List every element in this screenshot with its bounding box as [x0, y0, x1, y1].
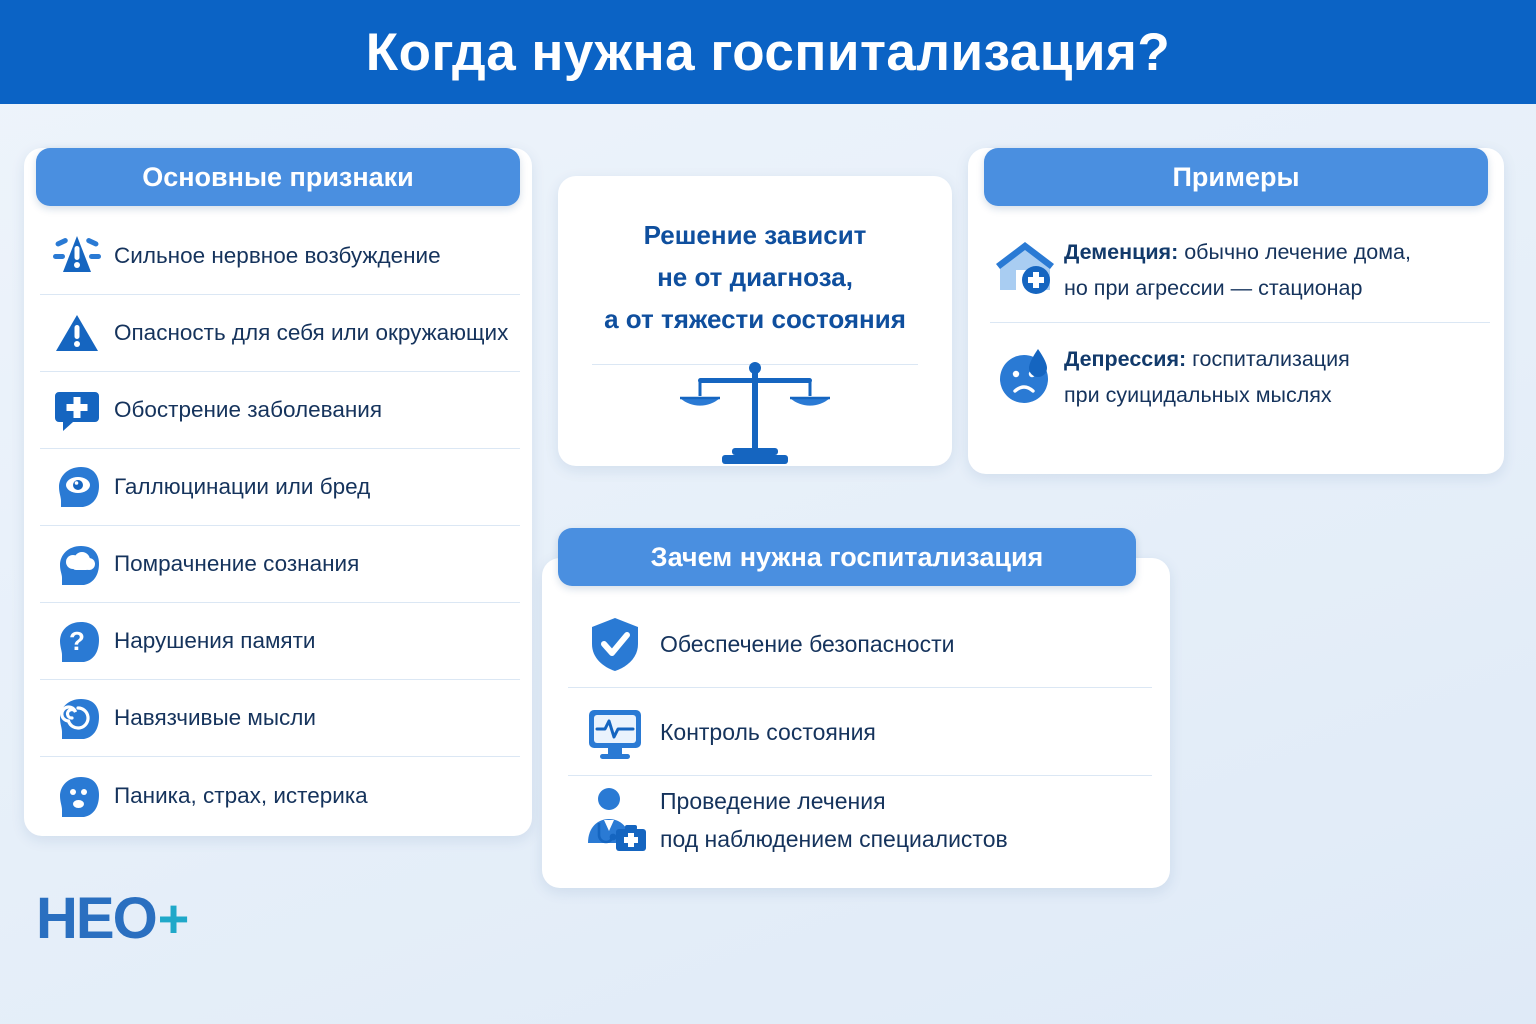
example-rest-line-2: но при агрессии — стационар — [1064, 276, 1363, 300]
list-item-label: Нарушения памяти — [114, 628, 316, 653]
list-item — [40, 295, 520, 372]
list-item-label: Сильное нервное возбуждение — [114, 243, 441, 268]
list-item — [40, 603, 520, 680]
head-panic-icon — [48, 767, 106, 825]
list-item-label: Навязчивые мысли — [114, 705, 316, 730]
list-item-label: Обеспечение безопасности — [660, 630, 955, 657]
doctor-icon — [578, 783, 652, 857]
purpose-list — [568, 600, 1152, 864]
example-rest-line-2: при суицидальных мыслях — [1064, 383, 1332, 407]
head-spiral-icon — [48, 689, 106, 747]
decision-line-3: а от тяжести состояния — [604, 304, 906, 334]
decision-text — [578, 214, 932, 340]
purpose-line-1: Проведение лечения — [660, 788, 886, 814]
list-item — [990, 323, 1490, 429]
list-item — [568, 776, 1152, 864]
decision-line-2: не от диагноза, — [657, 262, 853, 292]
example-text — [1064, 234, 1411, 306]
page-header — [0, 0, 1536, 104]
shield-check-icon — [578, 607, 652, 681]
purpose-card-header — [558, 528, 1136, 586]
list-item — [40, 757, 520, 834]
example-bold-label: Деменция: — [1064, 240, 1179, 264]
list-item-label: Опасность для себя или окружающих — [114, 320, 509, 345]
list-item — [40, 218, 520, 295]
list-item — [568, 600, 1152, 688]
example-rest-line-1: госпитализация — [1186, 347, 1350, 371]
list-item-label — [660, 782, 1008, 858]
main-signs-card-header — [36, 148, 520, 206]
brand-logo — [36, 886, 190, 951]
purpose-line-2: под наблюдением специалистов — [660, 826, 1008, 852]
warning-triangle-icon — [48, 304, 106, 362]
list-item — [40, 680, 520, 757]
example-bold-label: Депрессия: — [1064, 347, 1187, 371]
main-signs-list — [40, 218, 520, 834]
list-item — [40, 526, 520, 603]
list-item-label: Помрачнение сознания — [114, 551, 360, 576]
head-cloud-icon — [48, 535, 106, 593]
list-item — [40, 372, 520, 449]
brand-logo-text: HEO — [36, 886, 156, 951]
purpose-card-title: Зачем нужна госпитализация — [650, 541, 1044, 572]
example-text — [1064, 341, 1350, 413]
scales-balance-icon — [672, 358, 838, 470]
list-item — [568, 688, 1152, 776]
examples-card-title: Примеры — [1172, 161, 1300, 192]
list-item-label: Обострение заболевания — [114, 397, 383, 422]
list-item — [990, 222, 1490, 323]
house-medical-icon — [990, 234, 1060, 304]
brand-logo-plus: + — [157, 889, 190, 949]
list-item-label: Галлюцинации или бред — [114, 474, 371, 499]
head-eye-icon — [48, 458, 106, 516]
list-item-label: Паника, страх, истерика — [114, 782, 368, 808]
svg-text:?: ? — [69, 626, 85, 656]
main-signs-card-title: Основные признаки — [142, 161, 414, 192]
sad-face-drop-icon — [990, 341, 1060, 411]
list-item-label: Контроль состояния — [660, 718, 876, 745]
head-question-icon — [48, 612, 106, 670]
speech-bubble-cross-icon — [48, 381, 106, 439]
page-title: Когда нужна госпитализация? — [365, 22, 1171, 82]
decision-line-1: Решение зависит — [643, 220, 867, 250]
monitor-pulse-icon — [578, 695, 652, 769]
list-item — [40, 449, 520, 526]
exclamation-burst-icon — [48, 227, 106, 285]
examples-card-header — [984, 148, 1488, 206]
examples-list — [990, 222, 1490, 429]
example-rest-line-1: обычно лечение дома, — [1178, 240, 1411, 264]
